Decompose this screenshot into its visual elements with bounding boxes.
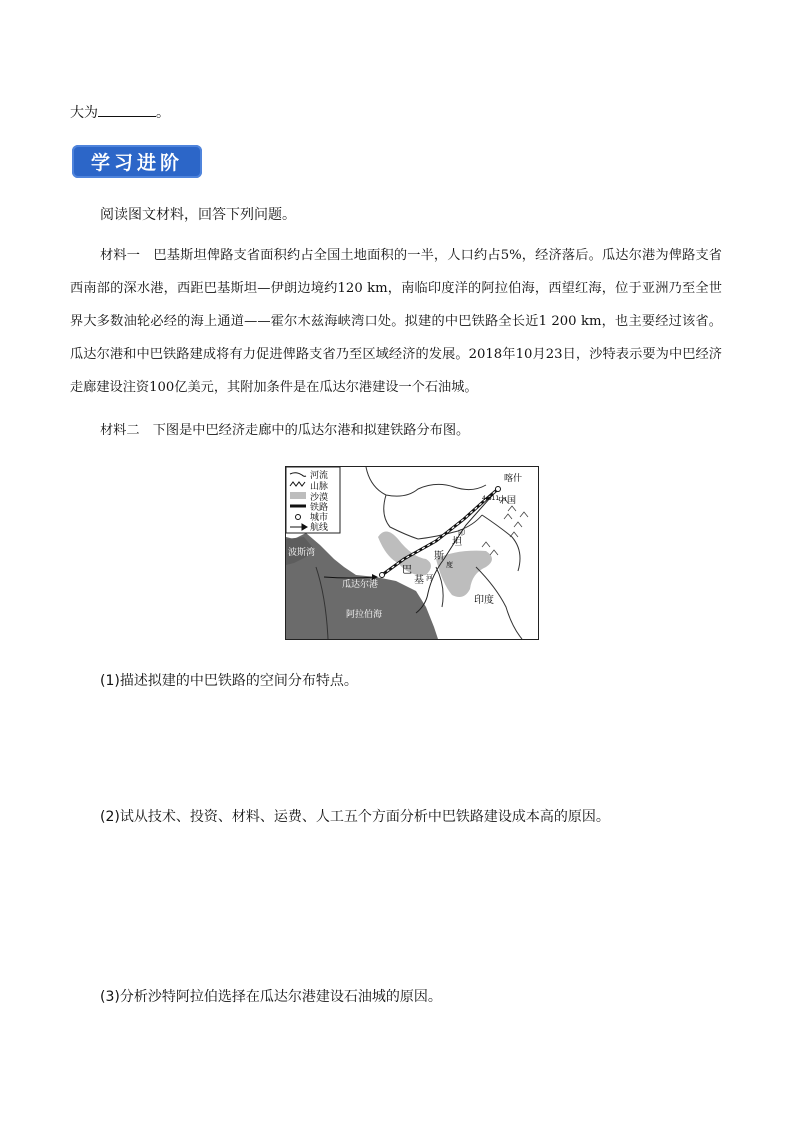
- label-pakistan-ji: 基: [414, 575, 424, 586]
- mountain-marks: [482, 498, 528, 555]
- blank-suffix: 。: [156, 105, 170, 121]
- previous-question-blank: [70, 102, 170, 122]
- railway-map: [285, 466, 539, 640]
- intro-instruction: 阅读图文材料，回答下列问题。: [100, 207, 296, 223]
- label-indus-yin: 印: [458, 529, 465, 537]
- label-india: 印度: [474, 595, 494, 606]
- label-pakistan-ba: 巴: [402, 565, 412, 576]
- label-arabian-sea: 阿拉伯海: [346, 610, 383, 620]
- legend-label-river: 河流: [310, 471, 329, 481]
- question-2: (2)试从技术、投资、材料、运费、人工五个方面分析中巴铁路建设成本高的原因。: [100, 809, 610, 825]
- material-one: [70, 239, 722, 404]
- label-china: 中国: [498, 496, 517, 506]
- material-two-text: 材料二 下图是中巴经济走廊中的瓜达尔港和拟建铁路分布图。: [100, 423, 470, 438]
- question-1: (1)描述拟建的中巴铁路的空间分布特点。: [100, 673, 358, 689]
- blank-prefix: 大为: [70, 105, 98, 121]
- label-pakistan-si: 斯: [434, 551, 444, 562]
- legend-label-route: 航线: [310, 523, 329, 533]
- material-two: [70, 414, 722, 447]
- question-3: (3)分析沙特阿拉伯选择在瓜达尔港建设石油城的原因。: [100, 989, 442, 1005]
- label-persian-gulf: 波斯湾: [288, 548, 316, 558]
- label-pakistan-tan: 坦: [452, 537, 462, 548]
- legend-label-railway: 铁路: [310, 503, 329, 513]
- label-gwadar: 瓜达尔港: [342, 580, 379, 590]
- label-indus-du: 度: [446, 561, 453, 569]
- label-elevation: 4 611: [482, 495, 500, 502]
- city-gwadar: [380, 573, 385, 578]
- city-kashgar: [496, 487, 501, 492]
- legend-label-desert: 沙漠: [310, 493, 329, 503]
- legend-label-mountain: 山脉: [310, 482, 329, 492]
- material-one-text: 材料一 巴基斯坦俾路支省面积约占全国土地面积的一半，人口约占5%，经济落后。瓜达尔港为俾路支省西南部的深水港，西距巴基斯坦—伊朗边境约120 km，南临印度洋的阿拉伯海，西望红海，位于亚洲乃至全世界大多数油轮必经的海上通道——霍尔木兹海峡湾口处。拟建的中巴铁路全长近1 200 km，也主要经过该省。瓜达尔港和中巴铁路建成将有力促进俾路支省乃至区域经济的发展。2018年10月23日，沙特表示要为中巴经济走廊建设注资100亿美元，其附加条件是在瓜达尔港建设一个石油城。: [70, 248, 722, 395]
- section-banner: 学习进阶: [72, 145, 202, 178]
- label-kashgar: 喀什: [504, 474, 523, 484]
- map-svg: [286, 467, 538, 639]
- answer-blank: [98, 104, 156, 117]
- label-indus-he: 河: [426, 574, 433, 582]
- legend-label-city: 城市: [310, 513, 329, 523]
